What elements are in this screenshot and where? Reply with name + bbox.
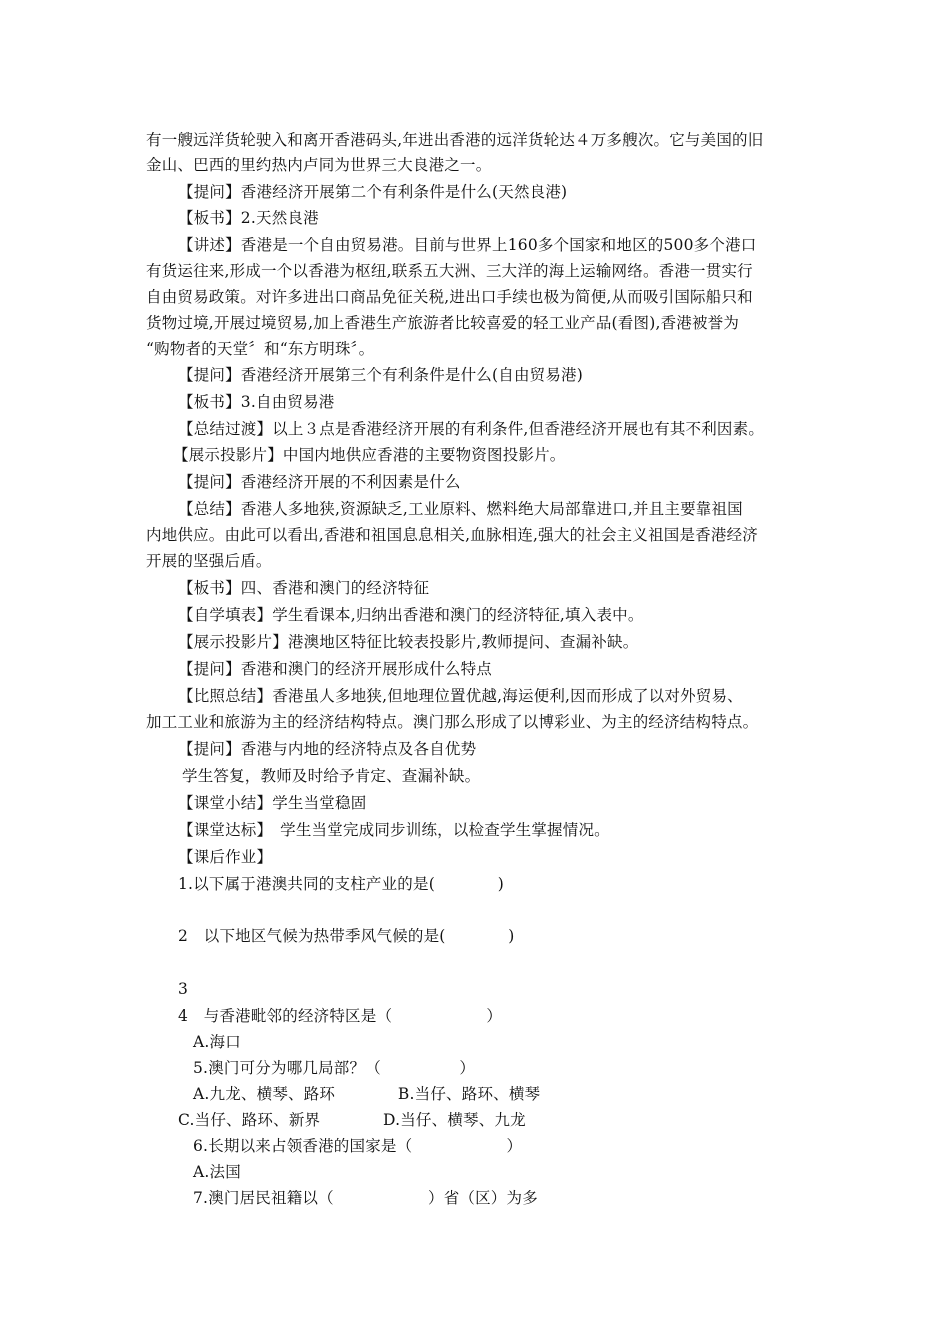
exercise-option: A.九龙、横琴、路环 B.当仔、路环、横琴 (193, 1085, 541, 1103)
exercise-option: C.当仔、路环、新界 D.当仔、横琴、九龙 (178, 1111, 526, 1129)
slide-note-line: 【展示投影片】港澳地区特征比较表投影片,教师提问、查漏补缺。 (178, 633, 639, 651)
body-text-line: “购物者的天堂〞和“东方明珠〞。 (146, 340, 375, 358)
exercise-option: A.法国 (193, 1163, 241, 1181)
body-text-line: 学生答复，教师及时给予肯定、查漏补缺。 (182, 767, 481, 785)
exercise-question: 7.澳门居民祖籍以（ ）省（区）为多 (193, 1189, 538, 1207)
comparison-summary-line: 【比照总结】香港虽人多地狭,但地理位置优越,海运便利,因而形成了以对外贸易、 (178, 687, 743, 705)
body-text-line: 加工工业和旅游为主的经济结构特点。澳门那么形成了以博彩业、为主的经济结构特点。 (146, 713, 759, 731)
exercise-option: A.海口 (193, 1033, 241, 1051)
body-text-line: 开展的坚强后盾。 (146, 552, 272, 570)
question-line: 【提问】香港经济开展第三个有利条件是什么(自由贸易港) (178, 366, 583, 384)
question-line: 【提问】香港和澳门的经济开展形成什么特点 (178, 660, 493, 678)
question-line: 【提问】香港经济开展的不利因素是什么 (178, 473, 461, 491)
body-text-line: 有货运往来,形成一个以香港为枢纽,联系五大洲、三大洋的海上运输网络。香港一贯实行 (146, 262, 753, 280)
transition-summary-line: 【总结过渡】以上３点是香港经济开展的有利条件,但香港经济开展也有其不利因素。 (178, 420, 765, 438)
board-note-line: 【板书】四、香港和澳门的经济特征 (178, 579, 430, 597)
question-line: 【提问】香港经济开展第二个有利条件是什么(天然良港) (178, 183, 568, 201)
question-line: 【提问】香港与内地的经济特点及各自优势 (178, 740, 477, 758)
board-note-line: 【板书】3.自由贸易港 (178, 393, 335, 411)
exercise-question: 2 以下地区气候为热带季风气候的是( ) (178, 927, 515, 945)
exercise-question: 6.长期以来占领香港的国家是（ ） (193, 1137, 523, 1155)
class-summary-line: 【课堂小结】学生当堂稳固 (178, 794, 367, 812)
exercise-question: 3 (178, 980, 189, 998)
exercise-question: 4 与香港毗邻的经济特区是（ ） (178, 1007, 503, 1025)
self-study-line: 【自学填表】学生看课本,归纳出香港和澳门的经济特征,填入表中。 (178, 606, 644, 624)
lecture-line: 【讲述】香港是一个自由贸易港。目前与世界上160多个国家和地区的500多个港口 (178, 236, 757, 254)
class-goal-line: 【课堂达标】 学生当堂完成同步训练，以检查学生掌握情况。 (178, 821, 610, 839)
body-text-line: 内地供应。由此可以看出,香港和祖国息息相关,血脉相连,强大的社会主义祖国是香港经济 (146, 526, 758, 544)
exercise-question: 1.以下属于港澳共同的支柱产业的是( ) (178, 875, 504, 893)
body-text-line: 金山、巴西的里约热内卢同为世界三大良港之一。 (146, 156, 492, 174)
body-text-line: 自由贸易政策。对许多进出口商品免征关税,进出口手续也极为简便,从而吸引国际船只和 (146, 288, 753, 306)
body-text-line: 有一艘远洋货轮驶入和离开香港码头,年进出香港的远洋货轮达４万多艘次。它与美国的旧 (146, 131, 764, 149)
summary-line: 【总结】香港人多地狭,资源缺乏,工业原料、燃料绝大局部靠进口,并且主要靠祖国 (178, 500, 743, 518)
exercise-question: 5.澳门可分为哪几局部？（ ） (193, 1059, 476, 1077)
board-note-line: 【板书】2.天然良港 (178, 209, 319, 227)
body-text-line: 货物过境,开展过境贸易,加上香港生产旅游者比较喜爱的轻工业产品(看图),香港被誉为 (146, 314, 740, 332)
slide-note-line: 【展示投影片】中国内地供应香港的主要物资图投影片。 (173, 446, 566, 464)
homework-heading: 【课后作业】 (178, 848, 273, 866)
